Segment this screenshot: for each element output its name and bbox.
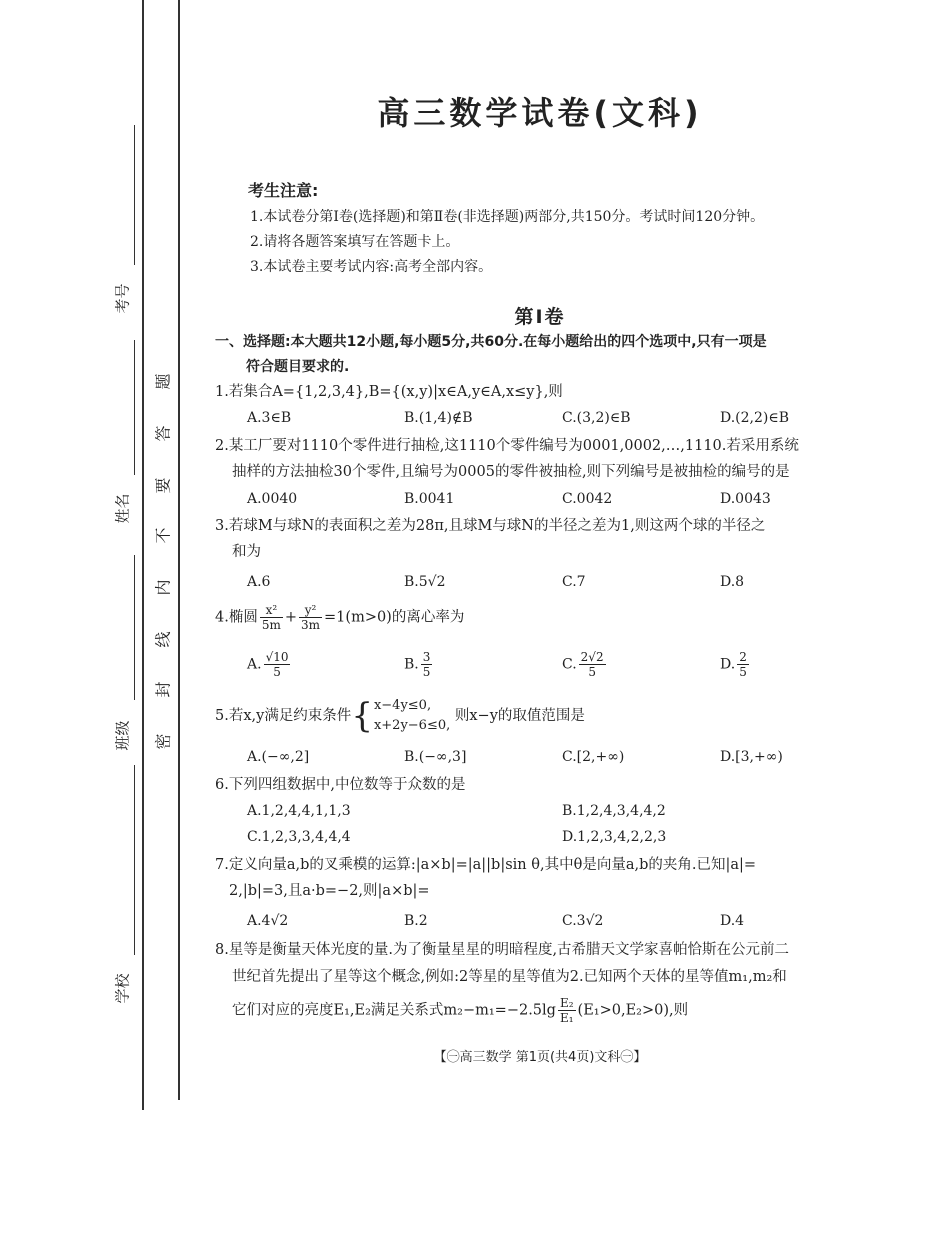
seal-char: 线 <box>153 631 173 648</box>
q2-option-d: D.0043 <box>720 491 771 507</box>
school-field <box>102 958 142 1018</box>
q4-plus: + <box>284 609 298 626</box>
question-2-line2: 抽样的方法抽检30个零件,且编号为0005的零件被抽检,则下列编号是被抽检的编号的是 <box>232 464 790 480</box>
q7-option-b: B.2 <box>404 913 428 929</box>
question-8-line1: 8.星等是衡量天体光度的量.为了衡量星星的明暗程度,古希腊天文学家喜帕恰斯在公元前二 <box>215 942 790 958</box>
binding-line-inner <box>178 0 180 1100</box>
q5-constraint-2: x+2y−6≤0, <box>373 718 451 733</box>
name-field <box>102 478 142 538</box>
seal-char: 要 <box>153 477 173 494</box>
q4-option-b-fraction <box>421 650 433 679</box>
question-7-line1: 7.定义向量a,b的叉乘模的运算:|a×b|=|a||b|sin θ,其中θ是向量a,b的夹角.已知|a|= <box>215 857 757 873</box>
q4-frac1-den: 5m <box>261 618 281 632</box>
q3-option-d: D.8 <box>720 574 745 590</box>
q7-option-a: A.4√2 <box>247 913 289 929</box>
q4-option-a-fraction <box>264 650 291 679</box>
question-3-line1: 3.若球M与球N的表面积之差为28π,且球M与球N的半径之差为1,则这两个球的半径之 <box>215 518 766 534</box>
q5-suffix: 则x−y的取值范围是 <box>454 708 585 724</box>
q4-option-d-num: 2 <box>739 650 747 664</box>
q1-option-b: B.(1,4)∉B <box>404 410 473 426</box>
page-title: 高三数学试卷(文科) <box>377 94 703 132</box>
q3-option-c: C.7 <box>562 574 586 590</box>
q4-frac2-num: y² <box>299 603 322 618</box>
section-title: 第Ⅰ卷 <box>514 306 566 328</box>
q3-option-b: B.5√2 <box>404 574 446 590</box>
question-5-stem <box>215 696 585 736</box>
seal-char: 答 <box>153 425 173 442</box>
q4-option-a-label: A. <box>247 656 262 673</box>
q5-brace: { <box>351 696 373 736</box>
school-line <box>134 765 135 955</box>
seal-char: 密 <box>153 733 173 750</box>
q2-option-a: A.0040 <box>247 491 298 507</box>
q4-frac1-num: x² <box>260 603 283 618</box>
q4-fraction-y <box>299 603 322 632</box>
q4-option-d-label: D. <box>720 656 736 673</box>
question-3-line2: 和为 <box>232 544 261 560</box>
part-heading-line1: 一、选择题:本大题共12小题,每小题5分,共60分.在每小题给出的四个选项中,只有一项是 <box>215 334 767 350</box>
q4-option-c-num: 2√2 <box>580 650 604 664</box>
q5-constraints <box>374 696 450 736</box>
q4-option-a-den: 5 <box>273 665 281 679</box>
q6-option-c: C.1,2,3,3,4,4,4 <box>247 829 351 845</box>
seal-char: 不 <box>153 527 173 544</box>
q5-option-b: B.(−∞,3] <box>404 749 467 765</box>
q5-option-c: C.[2,+∞) <box>562 749 625 765</box>
q4-option-b-den: 5 <box>422 665 431 679</box>
seal-char: 封 <box>153 681 173 698</box>
q5-prefix: 5.若x,y满足约束条件 <box>215 708 352 724</box>
q4-option-a <box>247 650 292 679</box>
question-4-stem <box>215 603 464 632</box>
q4-prefix: 4.椭圆 <box>215 609 258 626</box>
notice-heading: 考生注意: <box>248 181 319 200</box>
school-label: 学校 <box>113 973 132 1004</box>
q6-option-a: A.1,2,4,4,1,1,3 <box>247 803 351 819</box>
q2-option-c: C.0042 <box>562 491 613 507</box>
q3-option-a: A.6 <box>247 574 271 590</box>
question-2-line1: 2.某工厂要对1110个零件进行抽检,这1110个零件编号为0001,0002,…,1110.若采用系统 <box>215 438 799 454</box>
exam-number-label: 考号 <box>113 283 132 314</box>
exam-number-line <box>134 125 135 265</box>
q8-frac-den: E₁ <box>559 1011 574 1025</box>
class-label: 班级 <box>113 720 132 751</box>
question-1-stem: 1.若集合A={1,2,3,4},B={(x,y)|x∈A,y∈A,x≤y},则 <box>215 384 563 400</box>
q4-option-d-fraction <box>737 650 749 679</box>
class-line <box>134 555 135 700</box>
q6-option-d: D.1,2,3,4,2,2,3 <box>562 829 667 845</box>
notice-item: 1.本试卷分第Ⅰ卷(选择题)和第Ⅱ卷(非选择题)两部分,共150分。考试时间120分钟。 <box>250 209 765 225</box>
name-label: 姓名 <box>113 493 132 524</box>
exam-number-field <box>102 268 142 328</box>
q4-option-d-den: 5 <box>739 665 747 679</box>
q2-option-b: B.0041 <box>404 491 455 507</box>
q8-frac-num: E₂ <box>559 996 574 1010</box>
question-7-line2: 2,|b|=3,且a·b=−2,则|a×b|= <box>229 883 430 899</box>
page-footer: 【㊀高三数学 第1页(共4页)文科㊀】 <box>433 1050 647 1065</box>
class-field <box>102 705 142 765</box>
part-heading-line2: 符合题目要求的. <box>246 359 350 375</box>
q1-option-d: D.(2,2)∈B <box>720 410 790 426</box>
q5-option-d: D.[3,+∞) <box>720 749 783 765</box>
q4-option-c-den: 5 <box>588 665 596 679</box>
q4-option-b-label: B. <box>404 656 419 673</box>
q4-option-d <box>720 650 751 679</box>
q8-fraction <box>558 996 576 1025</box>
q4-suffix: =1(m>0)的离心率为 <box>324 609 465 626</box>
binding-line-outer <box>142 0 144 1110</box>
name-line <box>134 340 135 475</box>
q6-option-b: B.1,2,4,3,4,4,2 <box>562 803 666 819</box>
q4-frac2-den: 3m <box>301 618 321 632</box>
question-6-stem: 6.下列四组数据中,中位数等于众数的是 <box>215 777 466 793</box>
q1-option-a: A.3∈B <box>247 410 292 426</box>
notice-item: 2.请将各题答案填写在答题卡上。 <box>250 234 460 250</box>
q4-option-a-num: √10 <box>265 650 289 664</box>
q7-option-c: C.3√2 <box>562 913 604 929</box>
q1-option-c: C.(3,2)∈B <box>562 410 631 426</box>
q7-option-d: D.4 <box>720 913 745 929</box>
q5-option-a: A.(−∞,2] <box>247 749 310 765</box>
seal-char: 题 <box>153 373 173 390</box>
question-8-line3 <box>232 996 688 1025</box>
seal-char: 内 <box>153 579 173 596</box>
question-8-line2: 世纪首先提出了星等这个概念,例如:2等星的星等值为2.已知两个天体的星等值m₁,m₂和 <box>232 969 787 985</box>
q8-line3-prefix: 它们对应的亮度E₁,E₂满足关系式m₂−m₁=−2.5lg <box>232 1002 556 1019</box>
q8-line3-suffix: (E₁>0,E₂>0),则 <box>577 1002 689 1019</box>
q4-option-c <box>562 650 608 679</box>
q4-option-c-label: C. <box>562 656 577 673</box>
q4-option-b <box>404 650 434 679</box>
q5-constraint-1: x−4y≤0, <box>373 698 432 713</box>
q4-option-b-num: 3 <box>422 650 431 664</box>
q4-fraction-x <box>260 603 283 632</box>
notice-item: 3.本试卷主要考试内容:高考全部内容。 <box>250 259 493 275</box>
q4-option-c-fraction <box>579 650 606 679</box>
